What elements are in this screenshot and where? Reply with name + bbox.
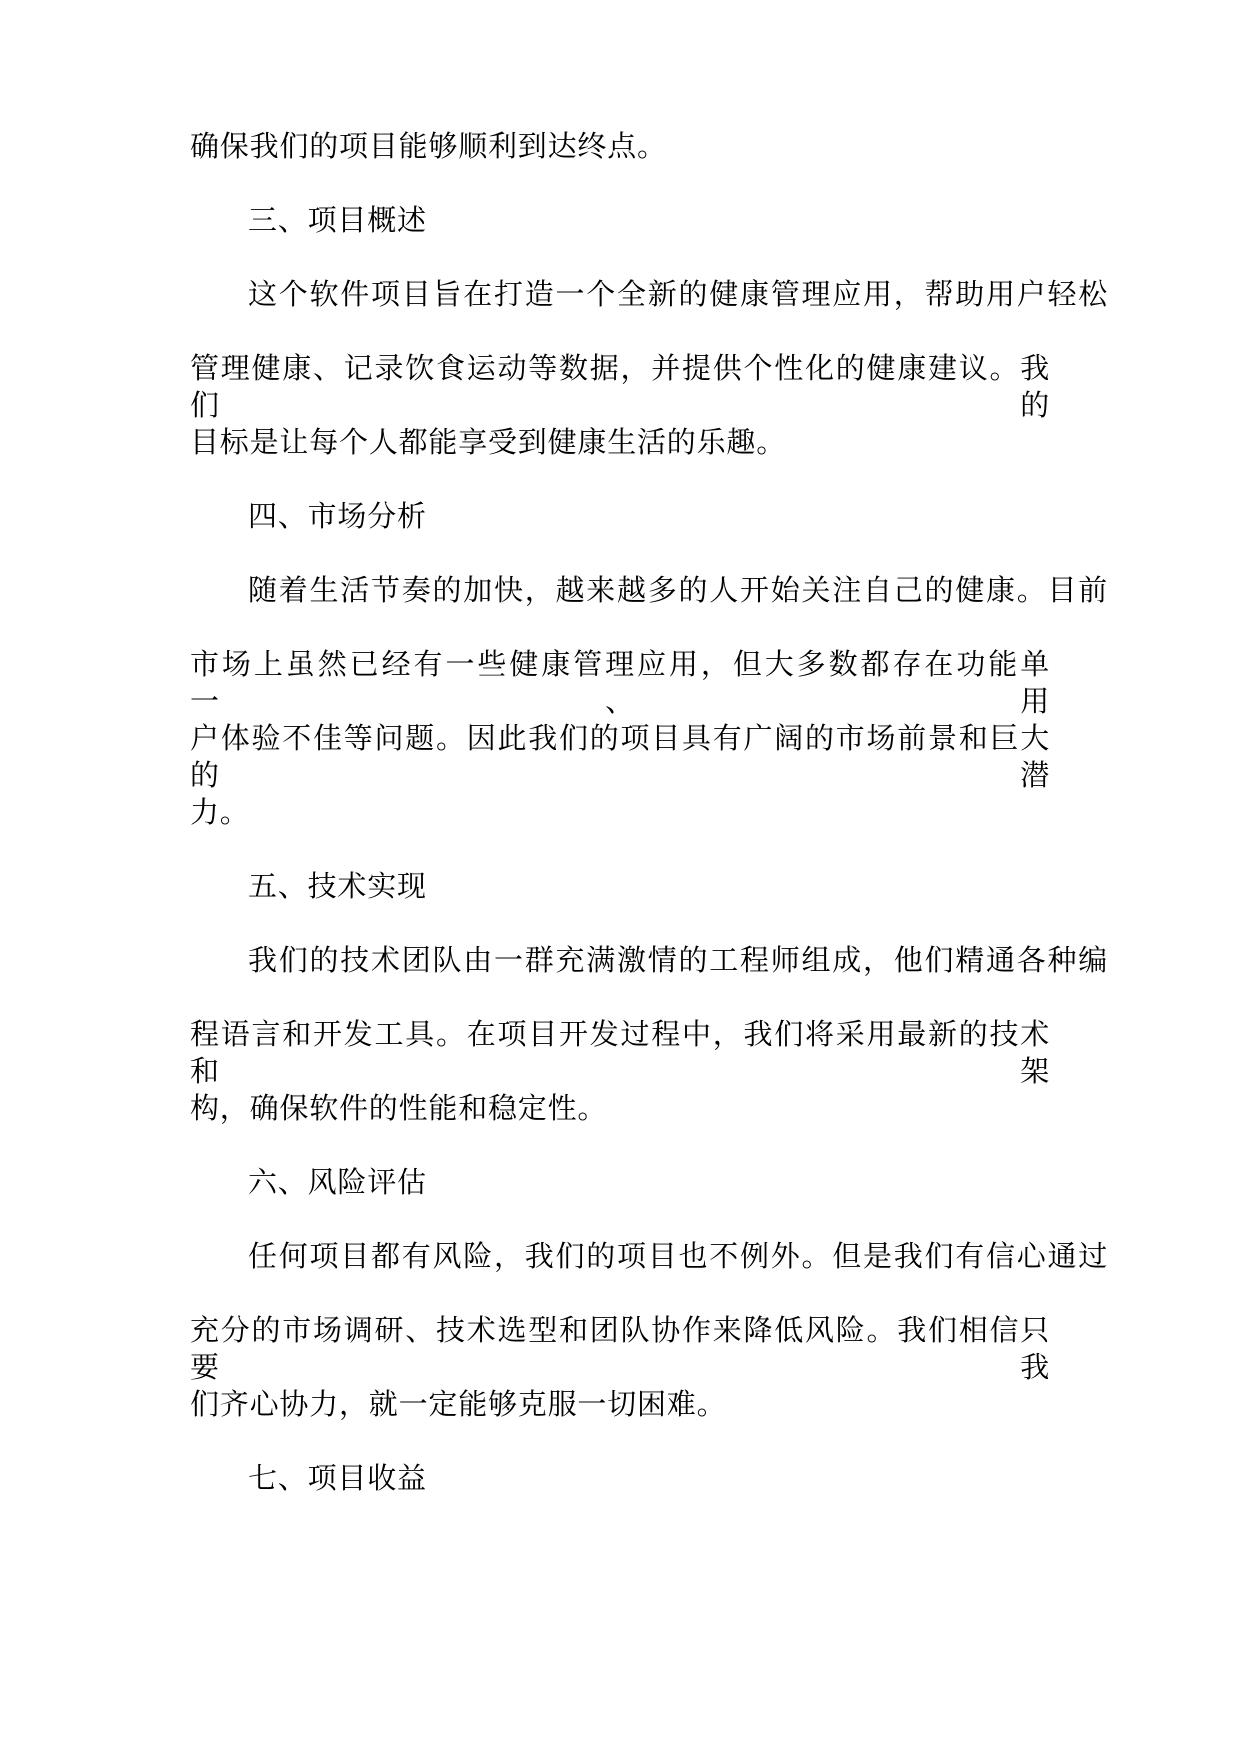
section-heading-revenue: 七、项目收益: [248, 1461, 427, 1495]
paragraph-line: 构，确保软件的性能和稳定性。: [190, 1091, 608, 1125]
paragraph-line: 管理健康、记录饮食运动等数据，并提供个性化的健康建议。我们的: [190, 351, 1050, 422]
paragraph-line: 充分的市场调研、技术选型和团队协作来降低风险。我们相信只要我: [190, 1313, 1050, 1384]
paragraph-line: 市场上虽然已经有一些健康管理应用，但大多数都存在功能单一、用: [190, 647, 1050, 718]
section-heading-overview: 三、项目概述: [248, 203, 427, 237]
paragraph-line: 程语言和开发工具。在项目开发过程中，我们将采用最新的技术和架: [190, 1017, 1050, 1088]
continuation-text: 确保我们的项目能够顺利到达终点。: [190, 129, 667, 163]
paragraph-line: 们齐心协力，就一定能够克服一切困难。: [190, 1387, 727, 1421]
paragraph-line: 随着生活节奏的加快，越来越多的人开始关注自己的健康。目前: [248, 573, 1108, 607]
section-heading-market: 四、市场分析: [248, 499, 427, 533]
paragraph-line: 这个软件项目旨在打造一个全新的健康管理应用，帮助用户轻松: [248, 277, 1108, 311]
paragraph-line: 力。: [190, 795, 250, 829]
paragraph-line: 任何项目都有风险，我们的项目也不例外。但是我们有信心通过: [248, 1239, 1108, 1273]
paragraph-line: 目标是让每个人都能享受到健康生活的乐趣。: [190, 425, 787, 459]
paragraph-line: 我们的技术团队由一群充满激情的工程师组成，他们精通各种编: [248, 943, 1108, 977]
section-heading-risk: 六、风险评估: [248, 1165, 427, 1199]
paragraph-line: 户体验不佳等问题。因此我们的项目具有广阔的市场前景和巨大的潜: [190, 721, 1050, 792]
section-heading-tech: 五、技术实现: [248, 869, 427, 903]
document-page: [190, 128, 1108, 1497]
